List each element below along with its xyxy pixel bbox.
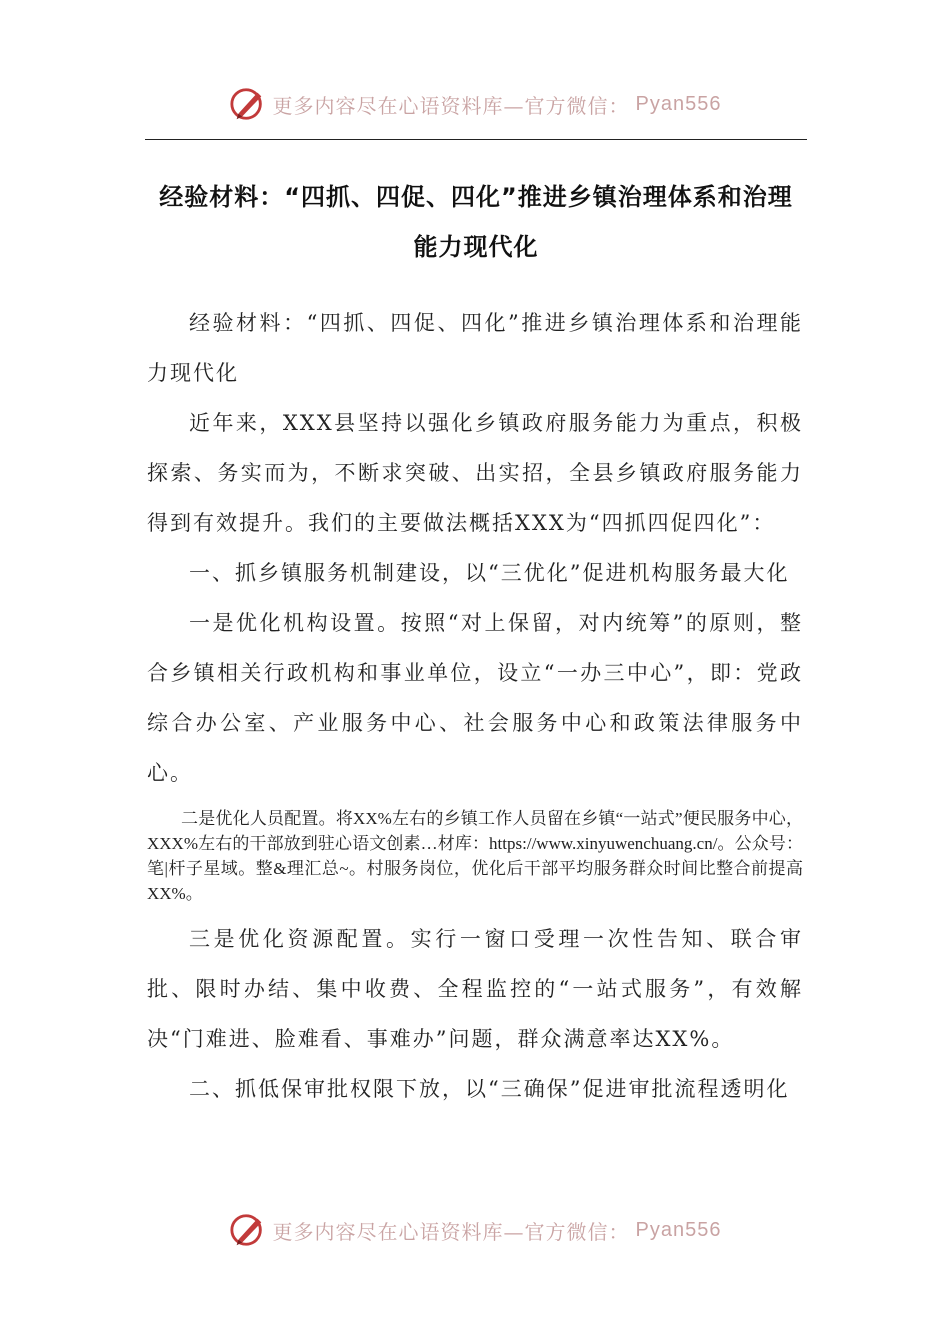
- footer-watermark: [0, 1208, 950, 1252]
- document-title: 经验材料：“四抓、四促、四化”推进乡镇治理体系和治理能力现代化: [159, 183, 793, 261]
- watermark-label: 更多内容尽在心语资料库—官方微信：: [272, 1219, 630, 1244]
- watermark-label: 更多内容尽在心语资料库—官方微信：: [272, 93, 630, 118]
- watermark-wechat-id: Pyan556: [635, 1218, 722, 1241]
- pen-circle-icon: [229, 1211, 267, 1249]
- watermark-wechat-id: Pyan556: [635, 92, 722, 115]
- paragraph-item-3: 三是优化资源配置。实行一窗口受理一次性告知、联合审批、限时办结、集中收费、全程监控的“一站式服务”，有效解决“门难进、脸难看、事难办”问题，群众满意率达XX%。: [147, 927, 803, 1051]
- section-heading-1: 一、抓乡镇服务机制建设，以“三优化”促进机构服务最大化: [189, 561, 790, 585]
- header-watermark: [0, 82, 950, 126]
- section-heading-2: 二、抓低保审批权限下放，以“三确保”促进审批流程透明化: [189, 1077, 790, 1101]
- document-body: [147, 298, 803, 1114]
- pen-circle-icon: [229, 85, 267, 123]
- paragraph-intro: 近年来，XXX县坚持以强化乡镇政府服务能力为重点，积极探索、务实而为，不断求突破、出实招，全县乡镇政府服务能力得到有效提升。我们的主要做法概括XXX为“四抓四促四化”：: [147, 411, 803, 535]
- paragraph-item-1: 一是优化机构设置。按照“对上保留，对内统筹”的原则，整合乡镇相关行政机构和事业单位，设立“一办三中心”，即：党政综合办公室、产业服务中心、社会服务中心和政策法律服务中心。: [147, 611, 803, 785]
- paragraph-item-2: 二是优化人员配置。将XX%左右的乡镇工作人员留在乡镇“一站式”便民服务中心，XXX%左右的干部放到驻心语文创素…材库：https://www.xinyuwenchuang.cn/。公众号：笔|杆子星域。整&理汇总~。村服务岗位，优化后干部平均服务群众时间比整合前提高XX%。: [147, 809, 803, 903]
- paragraph-repeat-title: 经验材料：“四抓、四促、四化”推进乡镇治理体系和治理能力现代化: [147, 311, 803, 385]
- header-divider: [145, 139, 807, 140]
